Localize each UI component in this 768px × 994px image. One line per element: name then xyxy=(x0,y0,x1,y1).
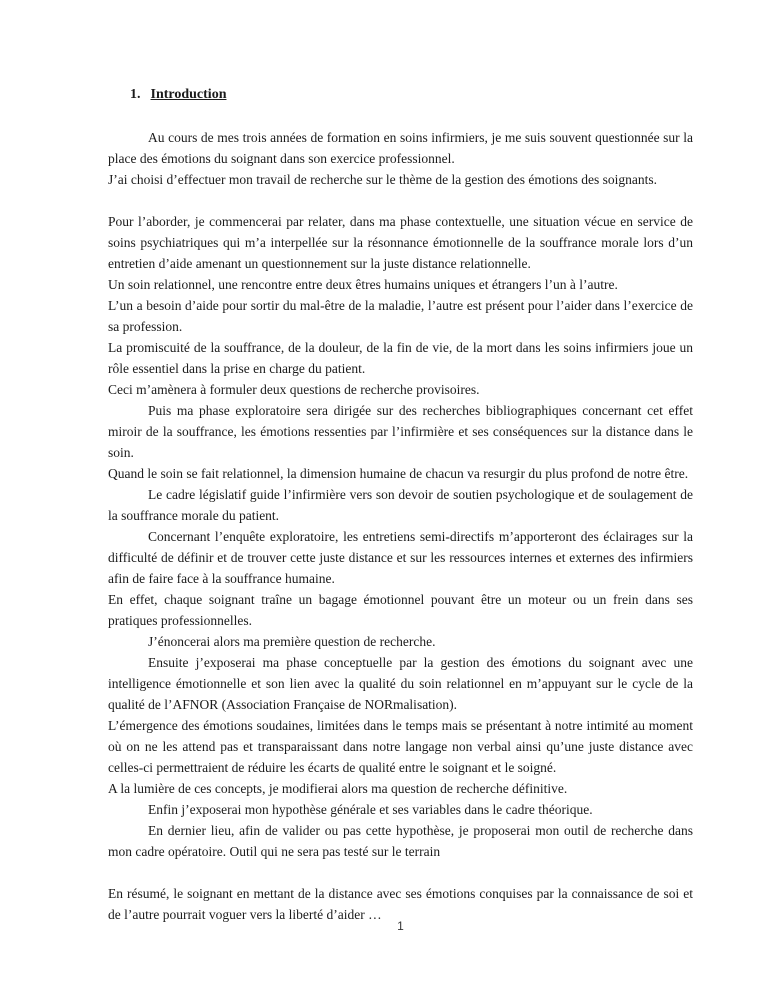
section-title: Introduction xyxy=(150,87,227,102)
page-number: 1 xyxy=(397,919,404,933)
section-heading xyxy=(108,84,693,105)
paragraph: Concernant l’enquête exploratoire, les entretiens semi-directifs m’apporteront des éclairages sur la difficulté de définir et de trouver cette juste distance et sur les ressources internes et externes des infirmiers afin de faire face à la souffrance humaine. xyxy=(108,529,693,586)
paragraph: J’énoncerai alors ma première question de recherche. xyxy=(148,634,436,649)
paragraph: Ensuite j’exposerai ma phase conceptuelle par la gestion des émotions du soignant avec une intelligence émotionnelle et son lien avec la qualité du soin relationnel en m’appuyant sur le cycle de la qualité de l’AFNOR (Association Française de NORmalisation). xyxy=(108,655,693,712)
paragraph: L’émergence des émotions soudaines, limitées dans le temps mais se présentant à notre intimité au moment où on ne les attend pas et transparaissant dans notre langage non verbal ainsi qu’une juste distance avec celles-ci permettraient de réduire les écarts de qualité entre le soignant et le soigné. xyxy=(108,718,693,775)
paragraph: En dernier lieu, afin de valider ou pas cette hypothèse, je proposerai mon outil de recherche dans mon cadre opératoire. Outil qui ne sera pas testé sur le terrain xyxy=(108,823,693,859)
paragraph: En résumé, le soignant en mettant de la distance avec ses émotions conquises par la connaissance de soi et de l’autre pourrait voguer vers la liberté d’aider … xyxy=(108,886,693,922)
paragraph: En effet, chaque soignant traîne un bagage émotionnel pouvant être un moteur ou un frein dans ses pratiques professionnelles. xyxy=(108,592,693,628)
paragraph: Pour l’aborder, je commencerai par relater, dans ma phase contextuelle, une situation vécue en service de soins psychiatriques qui m’a interpellée sur la résonnance émotionnelle de la souffrance morale lors d’un entretien d’aide amenant un questionnement sur la juste distance relationnelle. xyxy=(108,214,693,271)
paragraph: Un soin relationnel, une rencontre entre deux êtres humains uniques et étrangers l’un à l’autre. xyxy=(108,277,618,292)
paragraph: La promiscuité de la souffrance, de la douleur, de la fin de vie, de la mort dans les soins infirmiers joue un rôle essentiel dans la prise en charge du patient. xyxy=(108,340,693,376)
paragraph: Ceci m’amènera à formuler deux questions de recherche provisoires. xyxy=(108,382,480,397)
section-number: 1. xyxy=(130,87,141,102)
paragraph: Enfin j’exposerai mon hypothèse générale et ses variables dans le cadre théorique. xyxy=(148,802,593,817)
paragraph: Le cadre législatif guide l’infirmière vers son devoir de soutien psychologique et de soulagement de la souffrance morale du patient. xyxy=(108,487,693,523)
paragraph: Au cours de mes trois années de formation en soins infirmiers, je me suis souvent questionnée sur la place des émotions du soignant dans son exercice professionnel. xyxy=(108,130,693,166)
paragraph: J’ai choisi d’effectuer mon travail de recherche sur le thème de la gestion des émotions des soignants. xyxy=(108,172,657,187)
paragraph: L’un a besoin d’aide pour sortir du mal-être de la maladie, l’autre est présent pour l’aider dans l’exercice de sa profession. xyxy=(108,298,693,334)
paragraph: Puis ma phase exploratoire sera dirigée sur des recherches bibliographiques concernant cet effet miroir de la souffrance, les émotions ressenties par l’infirmière et ses conséquences sur la distance dans le soin. xyxy=(108,403,693,460)
paragraph: A la lumière de ces concepts, je modifierai alors ma question de recherche définitive. xyxy=(108,781,568,796)
paragraph: Quand le soin se fait relationnel, la dimension humaine de chacun va resurgir du plus profond de notre être. xyxy=(108,466,689,481)
